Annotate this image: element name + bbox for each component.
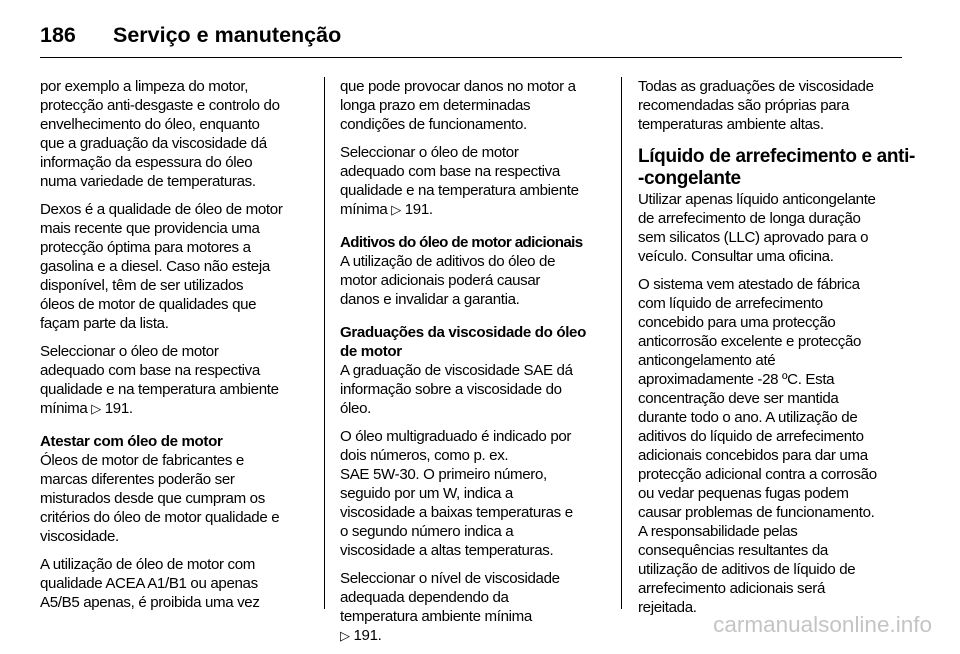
column-divider-2 <box>621 77 622 609</box>
text-line: de arrefecimento de longa duração <box>638 210 861 227</box>
text-line: concentração deve ser mantida <box>638 390 839 407</box>
text-line: danos e invalidar a garantia. <box>340 291 520 308</box>
paragraph <box>340 361 610 418</box>
text-line: protecção anti-desgaste e controlo do <box>40 97 280 114</box>
text-line: anticorrosão excelente e protecção <box>638 333 862 350</box>
text-line: anticongelamento até <box>638 352 776 369</box>
text-line: adequado com base na respectiva <box>40 362 260 379</box>
watermark: carmanualsonline.info <box>713 612 932 637</box>
text-line: Óleos de motor de fabricantes e <box>40 452 244 469</box>
text-line: consequências resultantes da <box>638 542 828 559</box>
text-line: o segundo número indica a <box>340 523 514 540</box>
text-line: seguido por um W, indica a <box>340 485 513 502</box>
paragraph <box>340 77 610 134</box>
text-line: arrefecimento adicionais será <box>638 580 826 597</box>
text-line: protecção adicional contra a corrosão <box>638 466 877 483</box>
paragraph <box>40 77 310 191</box>
text-line: adequado com base na respectiva <box>340 163 560 180</box>
text-line: A utilização de aditivos do óleo de <box>340 253 556 270</box>
page-header <box>40 14 920 56</box>
text-line: dois números, como p. ex. <box>340 447 509 464</box>
paragraph <box>340 252 610 309</box>
paragraph <box>638 275 906 617</box>
text-line: adicionais concebidos para dar uma <box>638 447 868 464</box>
text-line: A responsabilidade pelas <box>638 523 798 540</box>
paragraph <box>40 555 310 612</box>
paragraph <box>40 451 310 546</box>
page-reference-link[interactable]: 191. <box>404 201 433 218</box>
page-reference-link[interactable]: 191. <box>353 627 382 644</box>
paragraph: Seleccionar o óleo de motor adequado com base na respectiva qualidade e na temperatura ambiente mínima ▷ 191. <box>340 143 610 219</box>
text-line: durante todo o ano. A utilização de <box>638 409 858 426</box>
text-line: veículo. Consultar uma oficina. <box>638 248 834 265</box>
text-line: protecção óptima para motores a <box>40 239 251 256</box>
column-2 <box>340 77 610 654</box>
text-line: misturados desde que cumpram os <box>40 490 265 507</box>
text-line: numa variedade de temperaturas. <box>40 173 256 190</box>
text-line: aditivos do líquido de arrefecimento <box>638 428 864 445</box>
text-line: O sistema vem atestado de fábrica <box>638 276 860 293</box>
text-line: Utilizar apenas líquido anticongelante <box>638 191 876 208</box>
text-line: O óleo multigraduado é indicado por <box>340 428 572 445</box>
text-line: A graduação de viscosidade SAE dá <box>340 362 573 379</box>
text-line: Graduações da viscosidade do óleo <box>340 324 586 341</box>
text-line: viscosidade a baixas temperaturas e <box>340 504 573 521</box>
text-line: sem silicatos (LLC) aprovado para o <box>638 229 869 246</box>
text-line: Todas as graduações de viscosidade <box>638 78 874 95</box>
text-line: por exemplo a limpeza do motor, <box>40 78 249 95</box>
text-line: aproximadamente -28 ºC. Esta <box>638 371 835 388</box>
text-line: condições de funcionamento. <box>340 116 527 133</box>
text-line: façam parte da lista. <box>40 315 169 332</box>
text-line: óleos de motor de qualidades que <box>40 296 257 313</box>
text-line: utilização de aditivos de líquido de <box>638 561 856 578</box>
text-line: causar problemas de funcionamento. <box>638 504 875 521</box>
page-number: 186 <box>40 22 76 47</box>
triangle-right-icon: ▷ <box>91 401 101 416</box>
text-line: viscosidade a altas temperaturas. <box>340 542 554 559</box>
text-line: SAE 5W-30. O primeiro número, <box>340 466 547 483</box>
paragraph <box>340 427 610 560</box>
text-line: Seleccionar o óleo de motor <box>40 343 219 360</box>
paragraph: Seleccionar o óleo de motor adequado com base na respectiva qualidade e na temperatura ambiente mínima ▷ 191. <box>40 342 310 418</box>
text-line: A5/B5 apenas, é proibida uma vez <box>40 594 260 611</box>
text-line: viscosidade. <box>40 528 119 545</box>
text-line: óleo. <box>340 400 371 417</box>
text-line: informação da espessura do óleo <box>40 154 253 171</box>
text-line: -congelante <box>638 168 741 189</box>
page-reference-link[interactable]: 191. <box>104 400 133 417</box>
text-line: Dexos é a qualidade de óleo de motor <box>40 201 283 218</box>
paragraph <box>40 200 310 333</box>
text-line: de motor <box>340 343 402 360</box>
text-line: disponível, têm de ser utilizados <box>40 277 244 294</box>
text-line: que a graduação da viscosidade dá <box>40 135 267 152</box>
text-line: longa prazo em determinadas <box>340 97 531 114</box>
text-line: qualidade e na temperatura ambiente <box>40 381 279 398</box>
text-line: gasolina e a diesel. Caso não esteja <box>40 258 270 275</box>
column-1 <box>40 77 310 621</box>
text-line: Seleccionar o nível de viscosidade <box>340 570 560 587</box>
text-line: mais recente que providencia uma <box>40 220 260 237</box>
triangle-right-icon: ▷ <box>340 628 350 643</box>
text-line: qualidade e na temperatura ambiente <box>340 182 579 199</box>
section-heading <box>340 323 610 361</box>
text-line: temperatura ambiente mínima <box>340 608 532 625</box>
text-line: rejeitada. <box>638 599 697 616</box>
text-line: recomendadas são próprias para <box>638 97 850 114</box>
section-heading <box>638 146 916 190</box>
text-line: marcas diferentes poderão ser <box>40 471 235 488</box>
text-line: Seleccionar o óleo de motor <box>340 144 519 161</box>
text-line: adequada dependendo da <box>340 589 509 606</box>
text-line: envelhecimento do óleo, enquanto <box>40 116 260 133</box>
text-line: A utilização de óleo de motor com <box>40 556 255 573</box>
text-line: concebido para uma protecção <box>638 314 836 331</box>
triangle-right-icon: ▷ <box>391 202 401 217</box>
header-rule <box>40 57 902 58</box>
text-line: com líquido de arrefecimento <box>638 295 823 312</box>
text-line: que pode provocar danos no motor a <box>340 78 576 95</box>
text-line: Líquido de arrefecimento e anti- <box>638 146 916 167</box>
chapter-title: Serviço e manutenção <box>113 22 342 47</box>
section-heading: Atestar com óleo de motor <box>40 433 223 450</box>
text-line: motor adicionais poderá causar <box>340 272 541 289</box>
section-heading: Aditivos do óleo de motor adicionais <box>340 234 583 251</box>
text-line: temperaturas ambiente altas. <box>638 116 824 133</box>
column-divider-1 <box>324 77 325 609</box>
paragraph <box>638 190 906 266</box>
paragraph <box>638 77 906 134</box>
text-line: critérios do óleo de motor qualidade e <box>40 509 280 526</box>
paragraph <box>340 569 610 645</box>
text-line: informação sobre a viscosidade do <box>340 381 562 398</box>
text-line: ou vedar pequenas fugas podem <box>638 485 849 502</box>
text-line: qualidade ACEA A1/B1 ou apenas <box>40 575 258 592</box>
